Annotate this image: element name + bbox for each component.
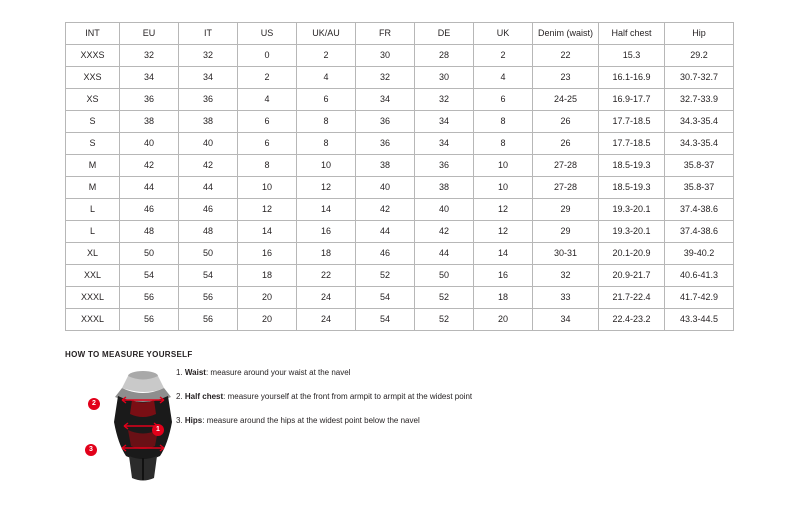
table-row	[66, 89, 734, 111]
table-cell: L	[66, 221, 120, 243]
table-cell: 19.3-20.1	[599, 221, 665, 243]
table-column-header: INT	[66, 23, 120, 45]
table-cell: 27-28	[533, 155, 599, 177]
table-column-header: Denim (waist)	[533, 23, 599, 45]
table-cell: S	[66, 133, 120, 155]
table-cell: 39-40.2	[665, 243, 734, 265]
table-cell: 23	[533, 67, 599, 89]
table-cell: 4	[474, 67, 533, 89]
table-cell: 56	[120, 287, 179, 309]
table-cell: 16.1-16.9	[599, 67, 665, 89]
table-cell: M	[66, 177, 120, 199]
note-text: : measure around your waist at the navel	[205, 368, 351, 377]
table-cell: 17.7-18.5	[599, 111, 665, 133]
table-cell: 10	[297, 155, 356, 177]
table-row	[66, 111, 734, 133]
table-cell: 22	[297, 265, 356, 287]
table-cell: M	[66, 155, 120, 177]
table-cell: 6	[238, 133, 297, 155]
table-cell: 32	[533, 265, 599, 287]
table-cell: 20.1-20.9	[599, 243, 665, 265]
table-cell: 6	[297, 89, 356, 111]
table-cell: 44	[120, 177, 179, 199]
table-cell: 36	[179, 89, 238, 111]
table-cell: 29	[533, 199, 599, 221]
table-cell: 44	[356, 221, 415, 243]
table-cell: 32	[356, 67, 415, 89]
table-cell: 16	[238, 243, 297, 265]
table-row	[66, 221, 734, 243]
table-cell: 10	[474, 177, 533, 199]
table-cell: 20	[474, 309, 533, 331]
table-cell: 50	[415, 265, 474, 287]
table-cell: 24	[297, 309, 356, 331]
table-cell: 14	[238, 221, 297, 243]
table-cell: 30.7-32.7	[665, 67, 734, 89]
table-cell: 34	[356, 89, 415, 111]
table-cell: 22.4-23.2	[599, 309, 665, 331]
table-cell: 56	[179, 287, 238, 309]
table-cell: 20	[238, 309, 297, 331]
table-cell: 8	[238, 155, 297, 177]
table-row	[66, 133, 734, 155]
table-cell: 54	[356, 309, 415, 331]
table-cell: 43.3-44.5	[665, 309, 734, 331]
table-cell: 42	[415, 221, 474, 243]
table-cell: 30	[356, 45, 415, 67]
table-cell: 54	[356, 287, 415, 309]
marker-2: 2	[88, 398, 100, 410]
table-row	[66, 265, 734, 287]
table-header	[66, 23, 734, 45]
table-cell: 38	[415, 177, 474, 199]
table-column-header: IT	[179, 23, 238, 45]
table-cell: 2	[297, 45, 356, 67]
table-cell: 54	[179, 265, 238, 287]
table-cell: L	[66, 199, 120, 221]
table-cell: XXL	[66, 265, 120, 287]
table-cell: 18.5-19.3	[599, 177, 665, 199]
table-cell: 44	[415, 243, 474, 265]
table-cell: 48	[179, 221, 238, 243]
table-cell: S	[66, 111, 120, 133]
marker-1: 1	[152, 424, 164, 436]
table-cell: 30-31	[533, 243, 599, 265]
table-cell: 30	[415, 67, 474, 89]
table-cell: 18	[474, 287, 533, 309]
table-cell: 15.3	[599, 45, 665, 67]
table-cell: 40	[179, 133, 238, 155]
table-body	[66, 45, 734, 331]
note-term: Half chest	[184, 392, 224, 401]
table-cell: 16.9-17.7	[599, 89, 665, 111]
table-cell: XS	[66, 89, 120, 111]
table-cell: 16	[297, 221, 356, 243]
table-cell: 8	[474, 133, 533, 155]
table-cell: 19.3-20.1	[599, 199, 665, 221]
table-cell: 38	[120, 111, 179, 133]
table-cell: 56	[179, 309, 238, 331]
table-cell: 34.3-35.4	[665, 133, 734, 155]
note-term: Waist	[184, 368, 206, 377]
table-cell: 20.9-21.7	[599, 265, 665, 287]
table-cell: 32	[415, 89, 474, 111]
marker-3: 3	[85, 444, 97, 456]
table-cell: 18.5-19.3	[599, 155, 665, 177]
table-cell: 34	[415, 133, 474, 155]
table-cell: 6	[238, 111, 297, 133]
table-cell: 0	[238, 45, 297, 67]
table-cell: 42	[356, 199, 415, 221]
table-cell: 52	[415, 287, 474, 309]
table-cell: 40.6-41.3	[665, 265, 734, 287]
note-text: : measure yourself at the front from armpit to armpit at the widest point	[223, 392, 473, 401]
table-cell: 44	[179, 177, 238, 199]
table-cell: 12	[474, 199, 533, 221]
table-cell: 40	[120, 133, 179, 155]
table-header-row	[66, 23, 734, 45]
table-cell: 20	[238, 287, 297, 309]
table-column-header: DE	[415, 23, 474, 45]
table-cell: 48	[120, 221, 179, 243]
table-cell: 12	[474, 221, 533, 243]
table-cell: 10	[238, 177, 297, 199]
table-cell: XXXL	[66, 287, 120, 309]
table-cell: 26	[533, 133, 599, 155]
table-cell: 24	[297, 287, 356, 309]
table-cell: 36	[356, 133, 415, 155]
table-cell: 22	[533, 45, 599, 67]
table-cell: 50	[179, 243, 238, 265]
table-cell: 36	[356, 111, 415, 133]
table-cell: 46	[120, 199, 179, 221]
measure-note	[176, 415, 596, 427]
table-cell: 10	[474, 155, 533, 177]
table-cell: 42	[179, 155, 238, 177]
table-cell: 40	[415, 199, 474, 221]
table-cell: 40	[356, 177, 415, 199]
table-cell: 2	[474, 45, 533, 67]
table-cell: 6	[474, 89, 533, 111]
table-row	[66, 199, 734, 221]
measure-note	[176, 367, 596, 379]
table-cell: 4	[297, 67, 356, 89]
table-cell: 54	[120, 265, 179, 287]
table-cell: 17.7-18.5	[599, 133, 665, 155]
table-column-header: US	[238, 23, 297, 45]
table-cell: 18	[297, 243, 356, 265]
note-number: 3.	[176, 416, 185, 425]
table-cell: 12	[238, 199, 297, 221]
table-cell: 37.4-38.6	[665, 221, 734, 243]
size-table	[65, 22, 734, 331]
table-cell: 32.7-33.9	[665, 89, 734, 111]
table-column-header: EU	[120, 23, 179, 45]
table-cell: 2	[238, 67, 297, 89]
table-cell: 32	[120, 45, 179, 67]
table-cell: 16	[474, 265, 533, 287]
table-cell: 52	[415, 309, 474, 331]
measure-note	[176, 391, 596, 403]
table-cell: 28	[415, 45, 474, 67]
table-cell: 34	[415, 111, 474, 133]
table-cell: 34.3-35.4	[665, 111, 734, 133]
table-cell: 46	[179, 199, 238, 221]
table-row	[66, 309, 734, 331]
table-cell: 18	[238, 265, 297, 287]
table-cell: XXXL	[66, 309, 120, 331]
table-cell: 46	[356, 243, 415, 265]
measure-notes	[176, 367, 596, 439]
table-cell: XXXS	[66, 45, 120, 67]
table-column-header: UK	[474, 23, 533, 45]
note-text: : measure around the hips at the widest point below the navel	[202, 416, 420, 425]
table-cell: 12	[297, 177, 356, 199]
table-cell: 36	[415, 155, 474, 177]
table-cell: 14	[297, 199, 356, 221]
table-cell: 33	[533, 287, 599, 309]
table-cell: 27-28	[533, 177, 599, 199]
table-cell: 32	[179, 45, 238, 67]
table-column-header: Half chest	[599, 23, 665, 45]
table-cell: 34	[533, 309, 599, 331]
table-row	[66, 45, 734, 67]
table-cell: 41.7-42.9	[665, 287, 734, 309]
table-cell: 42	[120, 155, 179, 177]
table-cell: 21.7-22.4	[599, 287, 665, 309]
table-cell: 8	[474, 111, 533, 133]
table-column-header: UK/AU	[297, 23, 356, 45]
table-cell: 34	[179, 67, 238, 89]
table-cell: 50	[120, 243, 179, 265]
table-cell: 26	[533, 111, 599, 133]
table-cell: 8	[297, 111, 356, 133]
table-row	[66, 287, 734, 309]
table-cell: 8	[297, 133, 356, 155]
table-cell: 35.8-37	[665, 177, 734, 199]
how-to-measure-title: HOW TO MEASURE YOURSELF	[65, 350, 193, 359]
table-column-header: Hip	[665, 23, 734, 45]
table-row	[66, 243, 734, 265]
table-cell: 38	[356, 155, 415, 177]
table-cell: 38	[179, 111, 238, 133]
table-cell: 56	[120, 309, 179, 331]
size-chart	[65, 22, 733, 331]
table-cell: 52	[356, 265, 415, 287]
table-column-header: FR	[356, 23, 415, 45]
table-row	[66, 155, 734, 177]
note-number: 1.	[176, 368, 185, 377]
table-row	[66, 177, 734, 199]
table-cell: 36	[120, 89, 179, 111]
table-cell: 14	[474, 243, 533, 265]
table-cell: 29	[533, 221, 599, 243]
table-cell: 35.8-37	[665, 155, 734, 177]
table-cell: 29.2	[665, 45, 734, 67]
table-cell: 34	[120, 67, 179, 89]
note-term: Hips	[184, 416, 203, 425]
table-cell: 24-25	[533, 89, 599, 111]
table-cell: 4	[238, 89, 297, 111]
table-cell: XL	[66, 243, 120, 265]
table-cell: XXS	[66, 67, 120, 89]
table-row	[66, 67, 734, 89]
table-cell: 37.4-38.6	[665, 199, 734, 221]
note-number: 2.	[176, 392, 185, 401]
